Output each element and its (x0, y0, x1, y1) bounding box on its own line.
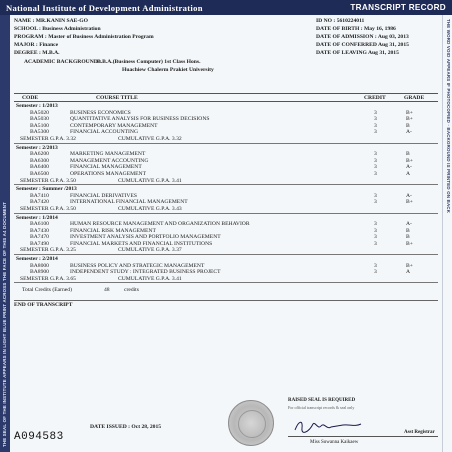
course-code: BA8900 (30, 269, 49, 276)
title-header: COURSE TITLE (96, 94, 138, 101)
major-field: MAJOR : Finance (14, 42, 59, 48)
course-credit: 3 (374, 129, 377, 136)
course-credit: 3 (374, 157, 377, 164)
left-security-band (0, 15, 10, 452)
course-code: BA5300 (30, 129, 49, 136)
course-row (14, 270, 438, 277)
semester-gpa: SEMESTER G.P.A. 3.50 (20, 177, 76, 184)
course-grade: A- (406, 164, 412, 171)
course-code: BA6500 (30, 170, 49, 177)
institute-seal (228, 400, 274, 446)
course-title: QUANTITATIVE ANALYSIS FOR BUSINESS DECISIONS (70, 116, 210, 123)
semester-title: Semester : 1/2014 (16, 214, 58, 221)
serial-number: A094583 (14, 431, 64, 443)
course-credit: 3 (374, 192, 377, 199)
total-credits (14, 287, 438, 295)
course-credit: 3 (374, 234, 377, 241)
total-label: Total Credits (Earned) (22, 287, 72, 294)
course-grade: A (406, 170, 411, 177)
signature-line (288, 436, 438, 437)
transcript-header (0, 0, 452, 15)
course-grade: B (406, 234, 410, 241)
course-title: INTERNATIONAL FINANCIAL MANAGEMENT (70, 199, 188, 206)
course-row (14, 242, 438, 249)
cumulative-gpa: CUMULATIVE G.P.A. 3.41 (118, 275, 182, 282)
dob-field: DATE OF BIRTH : May 16, 1986 (316, 26, 396, 32)
semester-title: Semester : 1/2013 (16, 103, 58, 109)
course-title: FINANCIAL DERIVATIVES (70, 192, 137, 199)
course-credit: 3 (374, 262, 377, 269)
course-title: INVESTMENT ANALYSIS AND PORTFOLIO MANAGEMENT (70, 234, 221, 241)
registrar-name: Miss Suwanna Kaikaew (310, 440, 359, 445)
semester-block (14, 146, 438, 186)
course-grade: A (406, 269, 411, 276)
course-grade: A- (406, 192, 412, 199)
course-title: INDEPENDENT STUDY : INTEGRATED BUSINESS PROJECT (70, 269, 221, 276)
course-grade: B (406, 151, 410, 158)
course-title: CONTEMPORARY MANAGEMENT (70, 122, 158, 129)
course-row (14, 130, 438, 137)
course-code: BA7430 (30, 227, 49, 234)
course-credit: 3 (374, 199, 377, 206)
grade-header: GRADE (404, 94, 425, 101)
name-field: NAME : MR.KANIN SAE-GO (14, 18, 88, 24)
course-code: BA7420 (30, 199, 49, 206)
registrar-title: Asst Registrar (404, 430, 435, 435)
institute-name: National Institute of Development Administration (6, 2, 203, 13)
course-code: BA5030 (30, 116, 49, 123)
course-credit: 3 (374, 170, 377, 177)
semester-block (14, 104, 438, 144)
semester-title: Semester : Summer /2013 (16, 186, 77, 193)
cumulative-gpa: CUMULATIVE G.P.A. 3.32 (118, 135, 182, 142)
course-code: BA7470 (30, 234, 49, 241)
credit-header: CREDIT (364, 94, 386, 101)
semester-gpa: SEMESTER G.P.A. 3.32 (20, 135, 76, 142)
course-grade: B+ (406, 116, 413, 123)
course-grade: A- (406, 221, 412, 228)
course-credit: 3 (374, 151, 377, 158)
code-header: CODE (22, 94, 39, 101)
course-title: BUSINESS ECONOMICS (70, 109, 131, 116)
course-credit: 3 (374, 164, 377, 171)
conferred-field: DATE OF CONFERRED Aug 31, 2015 (316, 42, 409, 48)
background-row (14, 68, 438, 76)
course-credit: 3 (374, 116, 377, 123)
semester-block (14, 216, 438, 256)
cumulative-gpa: CUMULATIVE G.P.A. 3.43 (118, 205, 182, 212)
official-note: For official transcript records & seal only (288, 405, 355, 410)
semester-list (14, 104, 438, 283)
course-credit: 3 (374, 122, 377, 129)
left-security-text: THE SEAL OF THE INSTITUTE APPEARS IN LIGHT BLUE PRINT ACROSS THE FACE OF THIS A4 DOCUMENT (2, 201, 7, 447)
background-university: Huachiew Chalerm Prakiet University (122, 67, 214, 73)
course-code: BA5100 (30, 122, 49, 129)
transcript-body (14, 17, 438, 309)
semester-gpa: SEMESTER G.P.A. 3.50 (20, 205, 76, 212)
gpa-row (14, 137, 438, 144)
course-code: BA7410 (30, 192, 49, 199)
course-credit: 3 (374, 269, 377, 276)
course-grade: B+ (406, 262, 413, 269)
raised-seal-note: RAISED SEAL IS REQUIRED (288, 398, 356, 403)
course-title: FINANCIAL ACCOUNTING (70, 129, 139, 136)
school-field: SCHOOL : Business Administration (14, 26, 101, 32)
course-title: HUMAN RESOURCE MANAGEMENT AND ORGANIZATION BEHAVIOR (70, 221, 250, 228)
course-code: BA8000 (30, 262, 49, 269)
program-field: PROGRAM : Master of Business Administration Program (14, 34, 154, 40)
course-code: BA6200 (30, 151, 49, 158)
course-credit: 3 (374, 240, 377, 247)
leaving-field: DATE OF LEAVING Aug 31, 2015 (316, 50, 399, 56)
transcript-record-label: TRANSCRIPT RECORD (350, 3, 446, 12)
semester-block (14, 187, 438, 213)
semester-title: Semester : 2/2014 (16, 256, 58, 263)
info-row (14, 51, 438, 59)
course-title: FINANCIAL RISK MANAGEMENT (70, 227, 156, 234)
course-code: BA7490 (30, 240, 49, 247)
course-title: FINANCIAL MANAGEMENT (70, 164, 142, 171)
course-grade: B (406, 227, 410, 234)
gpa-row (14, 248, 438, 255)
id-field: ID NO : 5610224011 (316, 18, 365, 24)
total-value: 48 (104, 287, 110, 294)
course-grade: B+ (406, 240, 413, 247)
course-credit: 3 (374, 221, 377, 228)
course-row (14, 172, 438, 179)
total-unit: credits (124, 287, 139, 294)
end-of-transcript: END OF TRANSCRIPT (14, 300, 438, 309)
course-code: BA5020 (30, 109, 49, 116)
background-row (14, 60, 438, 68)
course-code: BA6400 (30, 164, 49, 171)
course-title: MANAGEMENT ACCOUNTING (70, 157, 149, 164)
course-code: BA6100 (30, 221, 49, 228)
right-security-text: THE WORD VOID APPEARS IF PHOTOCOPIED · BACKGROUND IS PRINTED ON BACK (446, 19, 451, 214)
semester-gpa: SEMESTER G.P.A. 3.25 (20, 247, 76, 254)
degree-field: DEGREE : M.B.A. (14, 50, 60, 56)
gpa-row (14, 207, 438, 214)
semester-block (14, 257, 438, 283)
date-issued: DATE ISSUED : Oct 28, 2015 (90, 424, 162, 430)
course-title: MARKETING MANAGEMENT (70, 151, 146, 158)
course-row (14, 200, 438, 207)
course-credit: 3 (374, 227, 377, 234)
admission-field: DATE OF ADMISSION : Aug 03, 2013 (316, 34, 409, 40)
student-info (14, 17, 438, 93)
course-grade: B+ (406, 157, 413, 164)
course-code: BA6300 (30, 157, 49, 164)
semester-gpa: SEMESTER G.P.A. 3.65 (20, 275, 76, 282)
course-title: OPERATIONS MANAGEMENT (70, 170, 146, 177)
gpa-row (14, 179, 438, 186)
gpa-row (14, 277, 438, 284)
registrar-signature (293, 418, 363, 434)
cumulative-gpa: CUMULATIVE G.P.A. 3.37 (118, 247, 182, 254)
course-title: FINANCIAL MARKETS AND FINANCIAL INSTITUTIONS (70, 240, 213, 247)
cumulative-gpa: CUMULATIVE G.P.A. 3.41 (118, 177, 182, 184)
course-grade: A- (406, 129, 412, 136)
course-credit: 3 (374, 109, 377, 116)
course-grade: B+ (406, 109, 413, 116)
course-table-header (14, 93, 438, 102)
course-grade: B (406, 122, 410, 129)
course-grade: B+ (406, 199, 413, 206)
semester-title: Semester : 2/2013 (16, 144, 58, 151)
academic-background: ACADEMIC BACKGROUND :B.B.A.(Business Computer) 1st Class Hons. (24, 59, 201, 65)
course-title: BUSINESS POLICY AND STRATEGIC MANAGEMENT (70, 262, 205, 269)
right-security-band (442, 15, 452, 452)
